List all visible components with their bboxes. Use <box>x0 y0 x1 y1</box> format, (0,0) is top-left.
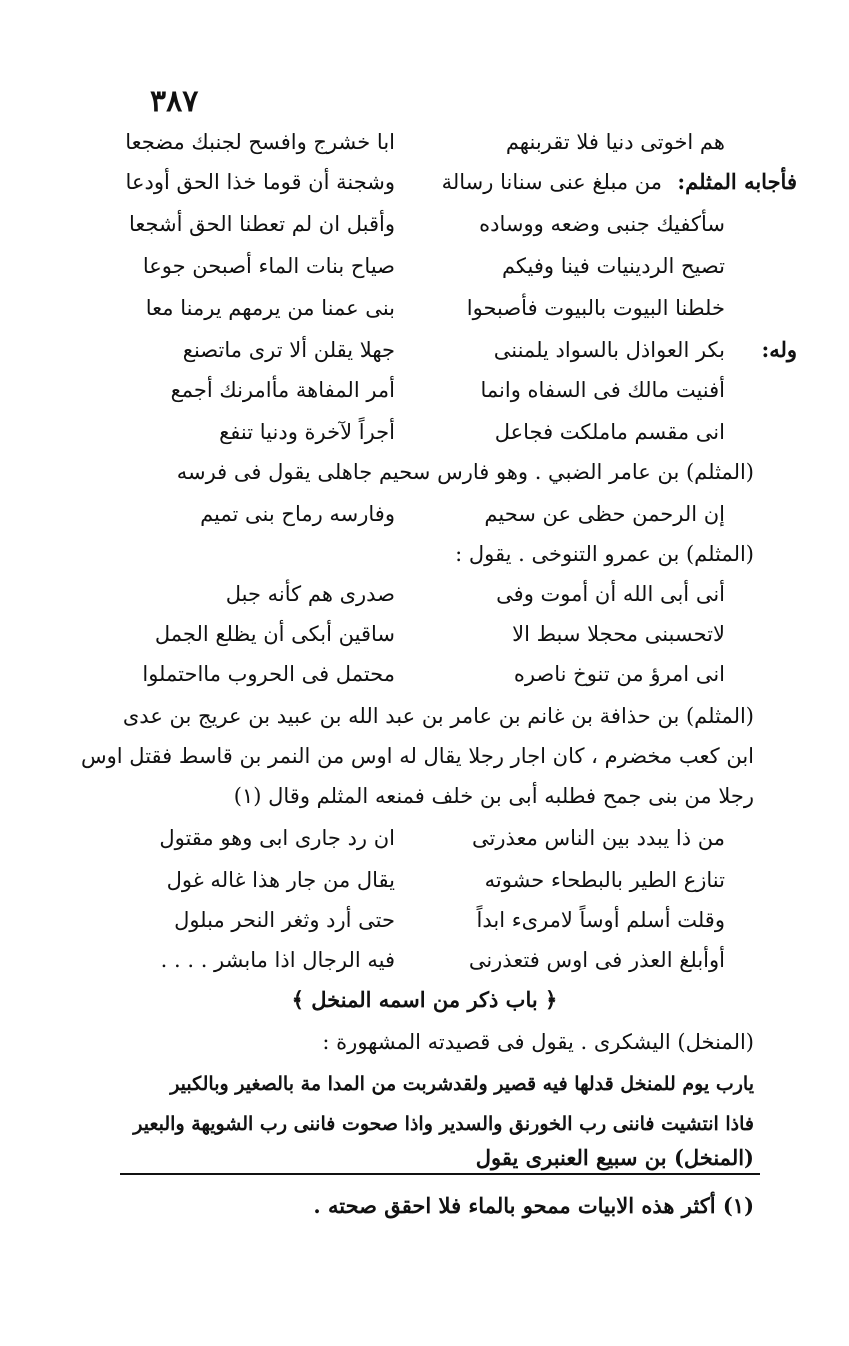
verse-hemistich-first: تصيح الردينيات فينا وفيكم <box>501 254 725 278</box>
verse-hemistich-first: تنازع الطير بالبطحاء حشوته <box>484 868 725 892</box>
biography-paragraph-line: ابن كعب مخضرم ، كان اجار رجلا يقال له اوس من النمر بن قاسط فقتل اوس <box>81 744 754 768</box>
verse-line-wide: يارب يوم للمنخل قدلها فيه قصير ولقدشربت من المدا مة بالصغير وبالكبير <box>170 1073 754 1095</box>
verse-hemistich-second: بنى عمنا من يرمهم يرمنا معا <box>145 296 395 320</box>
biography-heading: (المثلم) بن عامر الضبي . وهو فارس سحيم جاهلى يقول فى فرسه <box>176 460 754 484</box>
verse-hemistich-second: وشجنة أن قوما خذا الحق أودعا <box>125 170 395 194</box>
biography-heading: (المنخل) بن سبيع العنبرى يقول <box>475 1145 754 1170</box>
verse-line <box>125 860 725 900</box>
verse-hemistich-first: إن الرحمن حظى عن سحيم <box>484 502 725 526</box>
verse-hemistich-second: يقال من جار هذا غاله غول <box>166 868 395 892</box>
verse-hemistich-first: لاتحسبنى محجلا سبط الا <box>512 622 725 646</box>
verse-hemistich-second: فيه الرجال اذا مابشر . . . . <box>160 948 395 972</box>
verse-line <box>125 162 797 202</box>
page-number: ٣٨٧ <box>150 84 199 119</box>
verse-hemistich-first: سأكفيك جنبى وضعه ووساده <box>479 212 725 236</box>
footnote-divider <box>120 1173 760 1175</box>
verse-line <box>125 818 725 858</box>
section-heading: ﴿ باب ذكر من اسمه المنخل ﴾ <box>291 987 558 1012</box>
verse-hemistich-second: جهلا يقلن ألا ترى ماتصنع <box>182 338 395 362</box>
verse-hemistich-first: من ذا يبدد بين الناس معذرتى <box>471 826 725 850</box>
verse-line <box>125 288 725 328</box>
verse-line-wide: فاذا انتشيت فاننى رب الخورنق والسدير واذا صحوت فاننى رب الشويهة والبعير <box>133 1113 754 1135</box>
verse-hemistich-first: أفنيت مالك فى السفاه وانما <box>480 378 725 402</box>
verse-line <box>125 494 725 534</box>
biography-paragraph-line: رجلا من بنى جمح فطلبه أبى بن خلف فمنعه المثلم وقال (١) <box>233 784 754 808</box>
verse-hemistich-second: ان رد جارى ابى وهو مقتول <box>159 826 395 850</box>
verse-hemistich-second: وفارسه رماح بنى تميم <box>200 502 395 526</box>
verse-line <box>125 246 725 286</box>
verse-hemistich-first: وقلت أسلم أوساً لامرىء ابداً <box>476 908 725 932</box>
verse-hemistich-first: بكر العواذل بالسواد يلمننى <box>493 338 725 362</box>
verse-lead-label: وله: <box>761 337 797 362</box>
verse-hemistich-second: أجراً لآخرة ودنيا تنفع <box>219 420 395 444</box>
footnote: (١) أكثر هذه الابيات ممحو بالماء فلا احقق صحته . <box>313 1193 754 1218</box>
verse-hemistich-first: خلطنا البيوت بالبيوت فأصبحوا <box>466 296 725 320</box>
biography-paragraph-line: (المثلم) بن حذافة بن غانم بن عامر بن عبد الله بن عبيد بن عريج بن عدى <box>122 704 754 728</box>
verse-hemistich-second: ابا خشرج وافسح لجنبك مضجعا <box>125 130 395 154</box>
verse-hemistich-first: هم اخوتى دنيا فلا تقربنهم <box>505 130 725 154</box>
verse-hemistich-first: انى مقسم ماملكت فجاعل <box>494 420 725 444</box>
verse-hemistich-second: صياح بنات الماء أصبحن جوعا <box>142 254 395 278</box>
verse-line <box>125 654 725 694</box>
biography-heading: (المنخل) اليشكرى . يقول فى قصيدته المشهورة : <box>322 1030 754 1054</box>
verse-hemistich-first: أوأبلغ العذر فى اوس فتعذرنى <box>468 948 725 972</box>
verse-hemistich-first: انى امرؤ من تنوخ ناصره <box>513 662 725 686</box>
verse-hemistich-first: أنى أبى الله أن أموت وفى <box>496 582 725 606</box>
verse-hemistich-second: وأقبل ان لم تعطنا الحق أشجعا <box>128 212 395 236</box>
verse-lead-label: فأجابه المثلم: <box>677 169 797 194</box>
verse-line <box>125 204 725 244</box>
verse-line <box>125 574 725 614</box>
verse-line <box>125 330 797 370</box>
verse-hemistich-second: صدرى هم كأنه جبل <box>225 582 395 606</box>
verse-line <box>125 412 725 452</box>
verse-line <box>125 370 725 410</box>
verse-line <box>125 940 725 980</box>
verse-hemistich-second: ساقين أبكى أن يظلع الجمل <box>154 622 395 646</box>
biography-heading: (المثلم) بن عمرو التنوخى . يقول : <box>455 542 754 566</box>
verse-line <box>125 614 725 654</box>
verse-hemistich-second: أمر المفاهة مأامرنك أجمع <box>170 378 395 402</box>
verse-line <box>125 900 725 940</box>
verse-hemistich-second: حتى أرد وثغر النحر مبلول <box>174 908 395 932</box>
verse-line <box>125 122 725 162</box>
verse-hemistich-second: محتمل فى الحروب مااحتملوا <box>142 662 395 686</box>
verse-hemistich-first: من مبلغ عنى سنانا رسالة <box>441 170 662 194</box>
